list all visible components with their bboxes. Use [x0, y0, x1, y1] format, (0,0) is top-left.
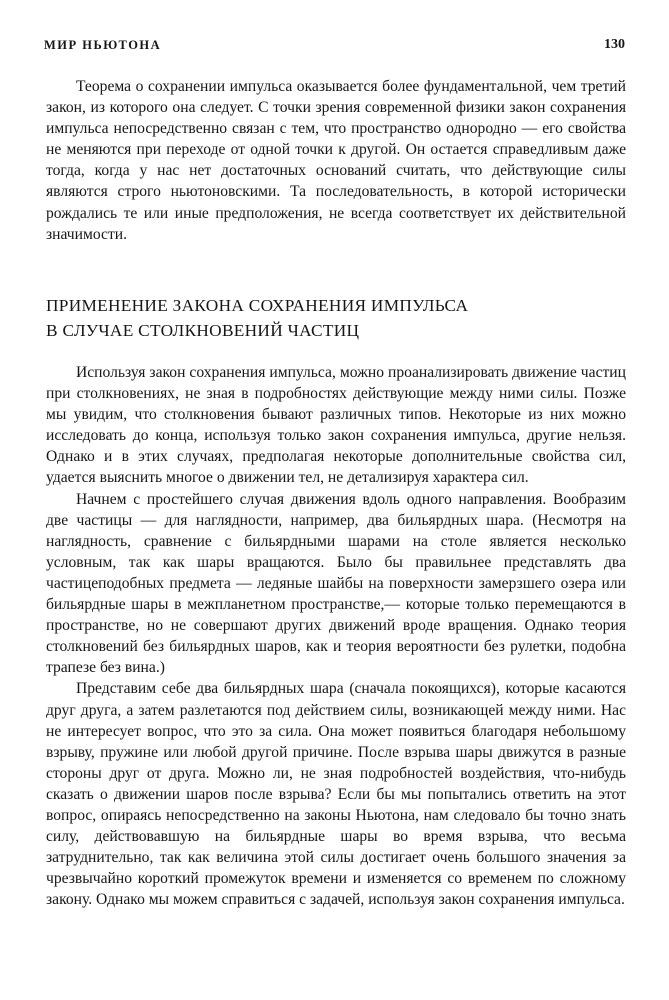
- page-number: 130: [604, 37, 625, 52]
- section-body: [46, 362, 626, 910]
- section-heading: [46, 294, 626, 343]
- section-heading-line-1: ПРИМЕНЕНИЕ ЗАКОНА СОХРАНЕНИЯ ИМПУЛЬСА: [46, 296, 469, 315]
- body-paragraph-3: Представим себе два бильярдных шара (сначала покоящихся), которые касаются друг друга, а затем разлетаются под действием силы, возникающей между ними. Нас не интересует вопрос, что это за сила. Она может появиться благодаря небольшому взрыву, пружине или любой другой причине. После взрыва шары движутся в разные стороны друг от друга. Можно ли, не зная подробностей воздействия, что-нибудь сказать о движении шаров после взрыва? Если бы мы попытались ответить на этот вопрос, опираясь непосредственно на законы Ньютона, нам следовало бы точно знать силу, действовавшую на бильярдные шары во время взрыва, что весьма затруднительно, так как величина этой силы достигает очень большого значения за чрезвычайно короткий промежуток времени и изменяется со временем по сложному закону. Однако мы можем справиться с задачей, используя закон сохранения импульса.: [46, 680, 626, 909]
- intro-paragraph: Теорема о сохранении импульса оказывается более фундаментальной, чем третий закон, из которого она следует. С точки зрения современной физики закон сохранения импульса непосредственно связан с тем, что пространство однородно — его свойства не меняются при переходе от одной точки к другой. Он остается справедливым даже тогда, когда у нас нет достаточных оснований считать, что действующие силы являются строго ньютоновскими. Та последовательность, в которой исторически рождались те или иные предположения, не всегда соответствует их действительной значимости.: [46, 78, 626, 243]
- intro-text: [46, 76, 626, 245]
- section-heading-line-2: В СЛУЧАЕ СТОЛКНОВЕНИЙ ЧАСТИЦ: [46, 320, 360, 340]
- running-head: МИР НЬЮТОНА: [44, 38, 162, 52]
- body-paragraph-2: Начнем с простейшего случая движения вдоль одного направления. Вообразим две частицы — для наглядности, например, два бильярдных шара. (Несмотря на наглядность, сравнение с бильярдными шарами на столе является несколько условным, так как шары вращаются. Было бы правильнее представлять два частицеподобных предмета — ледяные шайбы на поверхности замерзшего озера или бильярдные шары в межпланетном пространстве,— которые только перемещаются в пространстве, но не совершают других движений вроде вращения. Однако теория столкновений без бильярдных шаров, как и теория вероятности без рулетки, подобна трапезе без вина.): [46, 490, 626, 677]
- body-paragraph-1: Используя закон сохранения импульса, можно проанализировать движение частиц при столкновениях, не зная в подробностях действующие между ними силы. Позже мы увидим, что столкновения бывают различных типов. Некоторые из них можно исследовать до конца, используя только закон сохранения импульса, другие нельзя. Однако и в этих случаях, предполагая некоторые дополнительные свойства сил, удается выяснить многое о движении тел, не детализируя характера сил.: [46, 364, 626, 487]
